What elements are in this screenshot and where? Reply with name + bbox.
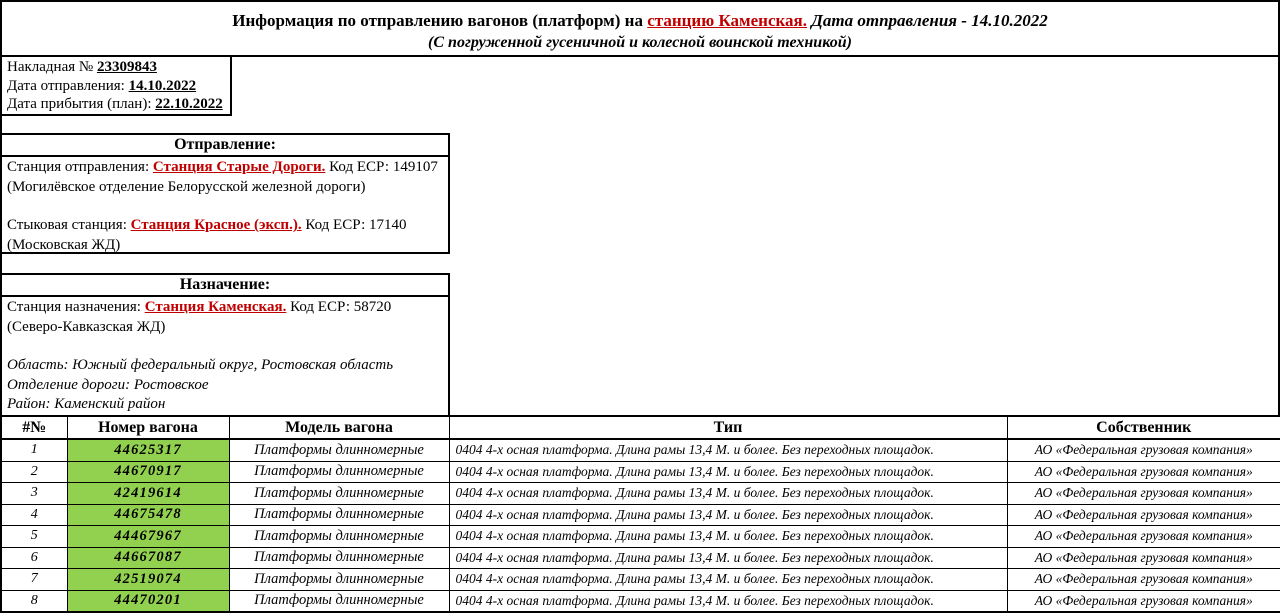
departure-station-code: Код ЕСР: 149107 [325, 159, 438, 175]
wagon-model-cell: Платформы длинномерные [229, 569, 449, 591]
wagon-type-cell: 0404 4-х осная платформа. Длина рамы 13,4 М. и более. Без переходных площадок. [449, 461, 1007, 483]
header-row-number: #№ [1, 416, 67, 439]
departure-station-note: (Могилёвское отделение Белорусской железной дороги) [7, 178, 366, 195]
header-wagon-owner: Собственник [1007, 416, 1280, 439]
junction-station-label: Стыковая станция: [7, 217, 131, 233]
header-wagon-number: Номер вагона [67, 416, 229, 439]
table-row [1, 439, 1280, 461]
wagon-number-cell: 44675478 [67, 504, 229, 526]
arrival-date-line [7, 95, 230, 114]
row-number-cell: 5 [1, 526, 67, 548]
wagon-owner-cell: АО «Федеральная грузовая компания» [1007, 483, 1280, 505]
destination-section-header: Назначение: [2, 275, 448, 297]
destination-division-line: Отделение дороги: Ростовское [7, 376, 209, 393]
departure-date-value: 14.10.2022 [128, 77, 197, 94]
departure-station-link[interactable]: Станция Старые Дороги. [152, 159, 326, 175]
waybill-number-line [7, 58, 230, 77]
title-departure-date: Дата отправления - 14.10.2022 [807, 11, 1048, 30]
destination-station-link[interactable]: Станция Каменская. [144, 299, 287, 315]
destination-region-line: Область: Южный федеральный округ, Ростовская область [7, 357, 394, 373]
wagon-type-cell: 0404 4-х осная платформа. Длина рамы 13,4 М. и более. Без переходных площадок. [449, 590, 1007, 612]
arrival-date-label: Дата прибытия (план): [7, 96, 156, 113]
destination-section [0, 273, 450, 415]
header-wagon-model: Модель вагона [229, 416, 449, 439]
title-prefix: Информация по отправлению вагонов (платформ) на [232, 11, 648, 30]
wagon-model-cell: Платформы длинномерные [229, 439, 449, 461]
table-row [1, 547, 1280, 569]
row-number-cell: 1 [1, 439, 67, 461]
wagon-model-cell: Платформы длинномерные [229, 504, 449, 526]
departure-station-line [7, 158, 444, 178]
wagon-model-cell: Платформы длинномерные [229, 526, 449, 548]
wagon-owner-cell: АО «Федеральная грузовая компания» [1007, 461, 1280, 483]
table-row [1, 526, 1280, 548]
waybill-number-label: Накладная № [7, 59, 97, 75]
wagon-type-cell: 0404 4-х осная платформа. Длина рамы 13,4 М. и более. Без переходных площадок. [449, 504, 1007, 526]
wagon-type-cell: 0404 4-х осная платформа. Длина рамы 13,4 М. и более. Без переходных площадок. [449, 483, 1007, 505]
row-number-cell: 7 [1, 569, 67, 591]
junction-station-code: Код ЕСР: 17140 [301, 217, 407, 233]
title-destination-station-link[interactable]: станцию Каменская. [647, 11, 808, 30]
wagon-number-cell: 44625317 [67, 439, 229, 461]
departure-section [0, 133, 450, 254]
page-title [2, 9, 1278, 32]
wagon-type-cell: 0404 4-х осная платформа. Длина рамы 13,4 М. и более. Без переходных площадок. [449, 569, 1007, 591]
table-header-row [1, 416, 1280, 439]
wagon-model-cell: Платформы длинномерные [229, 461, 449, 483]
destination-station-note: (Северо-Кавказская ЖД) [7, 318, 166, 335]
departure-section-header: Отправление: [2, 135, 448, 157]
junction-station-note: (Московская ЖД) [7, 236, 121, 253]
departure-date-label: Дата отправления: [7, 77, 129, 94]
departure-date-line [7, 77, 230, 96]
wagon-owner-cell: АО «Федеральная грузовая компания» [1007, 547, 1280, 569]
title-block [0, 0, 1280, 57]
destination-station-label: Станция назначения: [7, 299, 145, 315]
table-row [1, 590, 1280, 612]
row-number-cell: 8 [1, 590, 67, 612]
destination-district-line: Район: Каменский район [7, 396, 166, 412]
wagon-table [0, 415, 1280, 613]
waybill-number-value: 23309843 [96, 59, 157, 75]
table-row [1, 569, 1280, 591]
row-number-cell: 6 [1, 547, 67, 569]
wagon-number-cell: 44470201 [67, 590, 229, 612]
junction-station-link[interactable]: Станция Красное (эксп.). [130, 217, 302, 233]
page-subtitle: (С погруженной гусеничной и колесной воинской техникой) [428, 34, 852, 51]
table-row [1, 483, 1280, 505]
wagon-number-cell: 44670917 [67, 461, 229, 483]
wagon-number-cell: 42419614 [67, 483, 229, 505]
wagon-number-cell: 44467967 [67, 526, 229, 548]
wagon-number-cell: 44667087 [67, 547, 229, 569]
row-number-cell: 4 [1, 504, 67, 526]
row-number-cell: 3 [1, 483, 67, 505]
wagon-type-cell: 0404 4-х осная платформа. Длина рамы 13,4 М. и более. Без переходных площадок. [449, 547, 1007, 569]
arrival-date-value: 22.10.2022 [155, 96, 223, 113]
table-row [1, 504, 1280, 526]
wagon-type-cell: 0404 4-х осная платформа. Длина рамы 13,4 М. и более. Без переходных площадок. [449, 526, 1007, 548]
wagon-owner-cell: АО «Федеральная грузовая компания» [1007, 526, 1280, 548]
wagon-model-cell: Платформы длинномерные [229, 590, 449, 612]
table-row [1, 461, 1280, 483]
departure-station-label: Станция отправления: [7, 159, 153, 175]
destination-station-code: Код ЕСР: 58720 [286, 299, 392, 315]
destination-station-line [7, 298, 444, 318]
wagon-model-cell: Платформы длинномерные [229, 483, 449, 505]
wagon-number-cell: 42519074 [67, 569, 229, 591]
wagon-model-cell: Платформы длинномерные [229, 547, 449, 569]
row-number-cell: 2 [1, 461, 67, 483]
wagon-type-cell: 0404 4-х осная платформа. Длина рамы 13,4 М. и более. Без переходных площадок. [449, 439, 1007, 461]
wagon-owner-cell: АО «Федеральная грузовая компания» [1007, 590, 1280, 612]
junction-station-line [7, 216, 444, 236]
waybill-box [0, 55, 232, 116]
wagon-owner-cell: АО «Федеральная грузовая компания» [1007, 569, 1280, 591]
wagon-owner-cell: АО «Федеральная грузовая компания» [1007, 439, 1280, 461]
header-wagon-type: Тип [449, 416, 1007, 439]
wagon-owner-cell: АО «Федеральная грузовая компания» [1007, 504, 1280, 526]
